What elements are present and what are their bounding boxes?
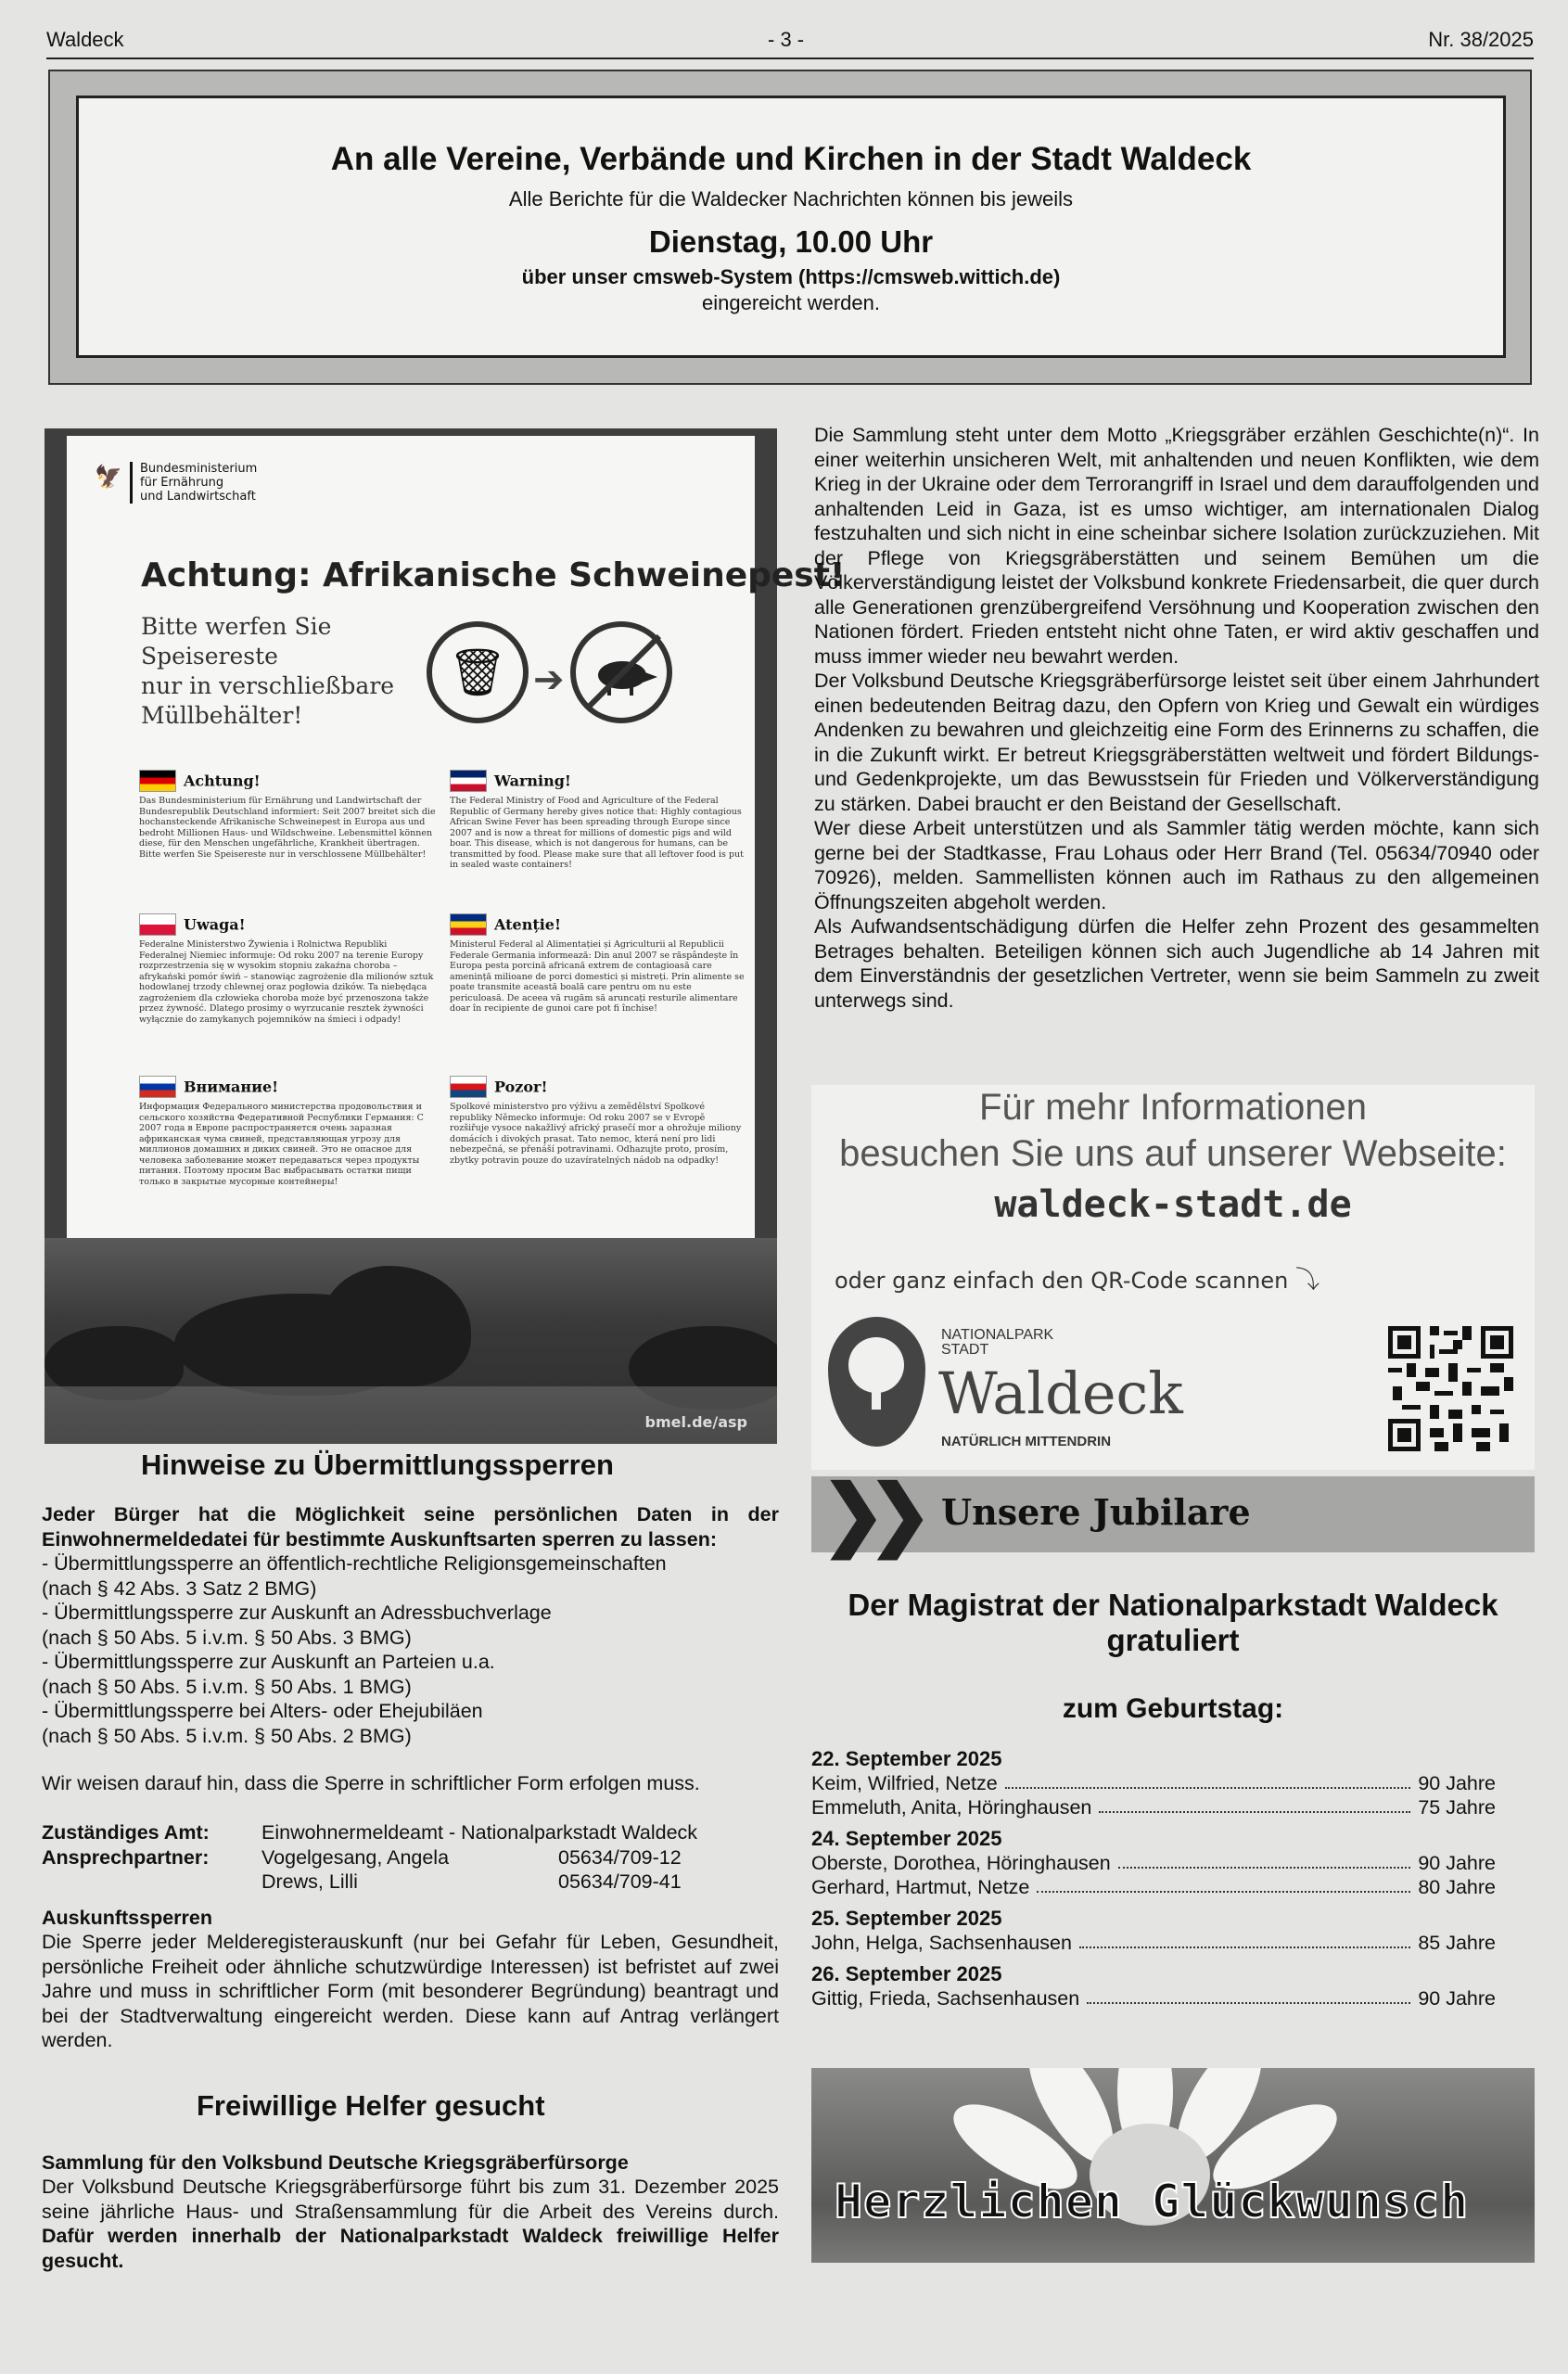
np-label-line: STADT [941,1342,989,1358]
double-chevron-icon: ❯❯ [821,1470,914,1557]
jubilar-age: 90 Jahre [1418,1772,1496,1794]
sperren-intro: Jeder Bürger hat die Möglichkeit seine persönlichen Daten in der Einwohnermeldedatei für bestimmte Auskunftsarten sperren zu lassen: [42,1503,779,1551]
trash-bin-allowed-icon: 🗑 [427,621,529,723]
boar-shape [323,1266,471,1386]
flag-icon [139,913,176,936]
birthday-entry [811,1986,1496,2010]
jubilare-heading: Unsere Jubilare [941,1491,1251,1533]
page-number: - 3 - [768,28,805,51]
poster-language-text: Spolkové ministerstvo pro výživu a zemědělství Spolkové republiky Německo informuje: Od roku 2007 se v Evropě rozšiřuje vysoce nakažlivý africký prasečí mor a ohrožuje miliony domácích i divokých prasat. Tato nemoc, která není pro lidi nebezpečná, se přenáší potravinami. Odhazujte proto, prosím, zbytky potravin pouze do uzavíratelných nádob na odpadky! [450,1102,742,1166]
poster-language-heading: Achtung! [184,772,261,790]
ministry-line: Bundesministerium [140,462,258,476]
qr-hint-text: oder ganz einfach den QR-Code scannen [835,1268,1289,1294]
sperren-schriftlich: Wir weisen darauf hin, dass die Sperre in schriftlicher Form erfolgen muss. [42,1772,700,1794]
article-paragraph: Der Volksbund Deutsche Kriegsgräberfürsorge leistet seit über einem Jahrhundert einen bedeutenden Beitrag dazu, den Opfern von Krieg und Gewalt ein würdiges Andenken zu bewahren und gleichzeitig eine Form des Erinnerns zu schaffen, die in die Zukunft wirkt. Er betreut Kriegsgräberstätten weltweit und fördert Bildungs- und Gedenkprojekte, um das Bewusstsein für Frieden und Völkerverständigung zu stärken. Dabei braucht er den Beistand der Gesellschaft. [814,670,1539,815]
banner-line1: Alle Berichte für die Waldecker Nachrichten können bis jeweils [508,187,1074,211]
flag-icon [450,770,487,792]
np-tagline: NATÜRLICH MITTENDRIN [941,1434,1112,1449]
jubilar-name: Oberste, Dorothea, Höringhausen [811,1852,1111,1874]
jubilar-age: 90 Jahre [1418,1852,1496,1874]
banner-system: über unser cmsweb-System (https://cmsweb.wittich.de) [521,265,1061,288]
sperren-item: - Übermittlungssperre zur Auskunft an Adressbuchverlage [42,1602,552,1624]
amt-label: Zuständiges Amt: [42,1821,210,1844]
poster-language-block [450,1076,746,1166]
ministry-line: für Ernährung [140,476,224,490]
birthday-entry [811,1771,1496,1795]
banner-line3: eingereicht werden. [701,291,880,314]
poster-language-block [450,770,746,871]
banner-deadline: Dienstag, 10.00 Uhr [648,224,934,259]
article-paragraph: Wer diese Arbeit unterstützen und als Sammler tätig werden möchte, kann sich gerne bei der Stadtkasse, Frau Lohaus oder Herr Brand (Tel. 05634/70940 oder 70926), melden. Sammellisten können auch im Rathaus zu den allgemeinen Öffnungszeiten abgeholt werden. [814,817,1539,913]
poster-subtitle-line: Speisereste [141,643,278,670]
info-line2: besuchen Sie uns auf unserer Webseite: [839,1133,1507,1174]
poster-language-text: Ministerul Federal al Alimentației și Agriculturii al Republicii Federale Germania informează: Din anul 2007 se răspândește în Europa pesta porcină africană extrem de contagioasă care amenință milioane de porci domestici și mistreți. Prin alimente se poate transmite această boală care pentru om nu este periculoasă. De aceea vă rugăm să aruncați resturile alimentare doar în recipiente de gunoi care pot fi închise! [450,939,745,1014]
helfer-text [42,2175,779,2273]
contact-phone[interactable]: 05634/709-41 [558,1870,682,1893]
birthday-entry [811,1851,1496,1875]
birthday-entry [811,1795,1496,1819]
volksbund-article [814,423,1539,1013]
sperren-item: - Übermittlungssperre bei Alters- oder Ehejubiläen [42,1700,483,1722]
jubilar-age: 90 Jahre [1418,1987,1496,2010]
jubilar-age: 75 Jahre [1418,1796,1496,1819]
auskunft-title: Auskunftssperren [42,1907,212,1929]
helfer-text-bold: Dafür werden innerhalb der Nationalparkstadt Waldeck freiwillige Helfer gesucht. [42,2225,779,2272]
info-line1: Für mehr Informationen [979,1087,1367,1128]
amt-value: Einwohnermeldeamt - Nationalparkstadt Waldeck [261,1821,698,1844]
poster-language-block [139,913,436,1025]
wild-boar-photo [45,1238,777,1444]
helfer-title: Freiwillige Helfer gesucht [197,2089,545,2122]
birthday-entry [811,1875,1496,1899]
qr-hint [835,1261,1319,1295]
article-paragraph: Als Aufwandsentschädigung dürfen die Helfer zehn Prozent des gesammelten Betrages behalten. Beteiligen können sich auch Jugendliche ab 14 Jahren mit dem Einverständnis der gesetzlichen Vertreter, wenn sie beim Sammeln zu zweit unterwegs sind. [814,915,1539,1012]
logo-tree-trunk [872,1382,881,1410]
sperren-item: (nach § 50 Abs. 5 i.v.m. § 50 Abs. 2 BMG) [42,1724,412,1747]
birthday-date: 26. September 2025 [811,1962,1002,1985]
poster-language-block [450,913,746,1015]
banner-title: An alle Vereine, Verbände und Kirchen in der Stadt Waldeck [330,141,1252,177]
poster-subtitle-line: Müllbehälter! [141,702,303,729]
jubilar-age: 80 Jahre [1418,1876,1496,1898]
qr-code-icon[interactable] [1388,1326,1513,1451]
sperren-item: (nach § 50 Abs. 5 i.v.m. § 50 Abs. 1 BMG) [42,1675,412,1698]
contact-name: Drews, Lilli [261,1870,358,1893]
magistrat-heading: Der Magistrat der Nationalparkstadt Waldeck gratuliert [848,1588,1498,1657]
contact-phone[interactable]: 05634/709-12 [558,1845,682,1869]
auskunft-text: Die Sperre jeder Melderegisterauskunft (nur bei Gefahr für Leben, Gesundheit, persönliche Freiheit oder ähnliche schutzwürdige Interessen) ist befristet auf zwei Jahre und muss in schriftlicher Form (mit besonderer Begründung) beantragt und bei der Stadtverwaltung eingereicht werden. Diese kann auf Antrag verlängert werden. [42,1931,779,2051]
federal-eagle-icon: 🦅 [95,465,122,490]
poster-language-heading: Pozor! [494,1078,548,1096]
birthday-heading: zum Geburtstag: [1062,1693,1284,1724]
birthday-entry [811,1931,1496,1955]
helfer-text-start: Der Volksbund Deutsche Kriegsgräberfürsorge führt bis zum 31. Dezember 2025 seine jährliche Haus- und Straßensammlung für die Arbeit des Vereins durch. [42,2176,779,2223]
jubilar-name: John, Helga, Sachsenhausen [811,1932,1072,1954]
poster-language-heading: Atenție! [494,915,562,934]
notice-banner [76,96,1506,358]
ministry-line: und Landwirtschaft [140,490,256,504]
congratulations-image [811,2068,1535,2263]
issue-number: Nr. 38/2025 [1428,28,1534,51]
poster-language-block [139,770,436,860]
arrow-right-icon: ➔ [533,659,565,700]
poster-language-text: The Federal Ministry of Food and Agriculture of the Federal Republic of Germany hereby gives notice that: Highly contagious African Swine Fever has been spreading through Europe since 2007 and is now a threat for millions of domestic pigs and wild boar. This disease, which is not dangerous for humans, can be transmitted by food. Please make sure that all leftover food is put in sealed waste containers! [450,796,744,870]
flag-icon [450,1076,487,1098]
birthday-date: 24. September 2025 [811,1827,1002,1850]
poster-subtitle-line: Bitte werfen Sie [141,613,332,640]
curved-arrow-icon: ⤵ [1295,1267,1320,1295]
sperren-contacts [42,1820,779,1895]
poster-website: bmel.de/asp [644,1413,747,1431]
helfer-subtitle: Sammlung für den Volksbund Deutsche Kriegsgräberfürsorge [42,2151,629,2174]
congratulations-text: Herzlichen Glückwunsch [835,2175,1470,2228]
sperren-item: (nach § 42 Abs. 3 Satz 2 BMG) [42,1576,317,1600]
poster-language-heading: Uwaga! [184,915,246,934]
ansprech-label: Ansprechpartner: [42,1845,210,1869]
poster-language-text: Federalne Ministerstwo Żywienia i Rolnictwa Republiki Federalnej Niemiec informuje: Od roku 2007 na terenie Europy rozprzestrzenia się w wysokim stopniu zakaźna choroba – afrykański pomór świń – stanowiąc zagrożenie dla milionów sztuk hodowlanej trzody chlewnej oraz pogłowia dzików. Ta niebędąca zagrożeniem dla człowieka choroba może być przenoszona także przez żywność. Dlatego prosimy o wyrzucanie resztek żywności wyłącznie do zamykanych pojemników na śmieci i odpady! [139,939,434,1025]
poster-language-heading: Warning! [494,772,571,790]
poster-language-text: Das Bundesministerium für Ernährung und Landwirtschaft der Bundesrepublik Deutschland informiert: Seit 2007 breitet sich die hochansteckende Afrikanische Schweinepest in Europa aus und bedroht Millionen Haus- und Wildschweine. Lebensmittel können diese, für den Menschen ungefährliche, Krankheit übertragen. Bitte werfen Sie Speisereste nur in verschlossene Müllbehälter! [139,796,436,860]
flag-icon [450,913,487,936]
ministry-logo-text [130,462,257,504]
poster-language-text: Информация Федерального министерства продовольствия и сельского хозяйства Федеративной Республики Германия: С 2007 года в Европе распространяется очень заразная африканская чума свиней, представляющая угрозу для миллионов домашних и диких свиней. Это не опасное для человека заболевание может передаваться через продукты питания. Поэтому просим Вас выбрасывать остатки пищи только в закрытые мусорные контейнеры! [139,1102,424,1187]
flag-icon [139,770,176,792]
page-header-town: Waldeck [46,28,124,51]
website-link[interactable]: waldeck-stadt.de [994,1183,1352,1226]
np-wordmark: Waldeck [938,1359,1183,1427]
poster-language-heading: Внимание! [184,1078,279,1096]
poster-language-block [139,1076,436,1187]
birthday-list [811,1747,1496,2010]
jubilar-name: Gittig, Frieda, Sachsenhausen [811,1987,1080,2010]
np-label [941,1328,1053,1358]
article-paragraph: Die Sammlung steht unter dem Motto „Kriegsgräber erzählen Geschichte(n)“. In einer weiterhin unsicheren Welt, mit anhaltenden und neuen Konflikten, wie dem Krieg in der Ukraine oder dem Terrorangriff in Israel und dem darauffolgenden und anhaltenden Leid in Gaza, ist es umso wichtiger, am internationalen Dialog festzuhalten und sich nicht in eine scheinbar sichere Isolation zurückzuziehen. Mit der Pflege von Kriegsgräberstätten und seinem Bemühen um die Völkerverständigung leistet der Volksbund konkrete Friedensarbeit, die quer durch alle Generationen grenzübergreifend Versöhnung und Kooperation zwischen den Nationen fördert. Frieden entsteht nicht ohne Taten, er wird aktiv geschaffen und muss immer wieder neu bewahrt werden. [814,424,1539,668]
poster-subtitle [141,612,394,731]
sperren-item: (nach § 50 Abs. 5 i.v.m. § 50 Abs. 3 BMG) [42,1626,412,1649]
poster-title: Achtung: Afrikanische Schweinepest! [141,556,846,594]
flag-icon [139,1076,176,1098]
np-label-line: NATIONALPARK [941,1327,1054,1343]
jubilar-name: Gerhard, Hartmut, Netze [811,1876,1030,1898]
jubilar-age: 85 Jahre [1418,1932,1496,1954]
poster-subtitle-line: nur in verschließbare [141,672,395,699]
jubilar-name: Emmeluth, Anita, Höringhausen [811,1796,1092,1819]
sperren-title: Hinweise zu Übermittlungssperren [141,1449,614,1481]
no-boar-icon [570,621,672,723]
sperren-item: - Übermittlungssperre an öffentlich-rechtliche Religionsgemeinschaften [42,1552,667,1575]
birthday-date: 25. September 2025 [811,1907,1002,1930]
contact-name: Vogelgesang, Angela [261,1845,450,1869]
sperren-item: - Übermittlungssperre zur Auskunft an Parteien u.a. [42,1651,495,1673]
sperren-list [42,1551,779,1748]
jubilar-name: Keim, Wilfried, Netze [811,1772,998,1794]
header-rule [46,57,1534,59]
birthday-date: 22. September 2025 [811,1747,1002,1770]
